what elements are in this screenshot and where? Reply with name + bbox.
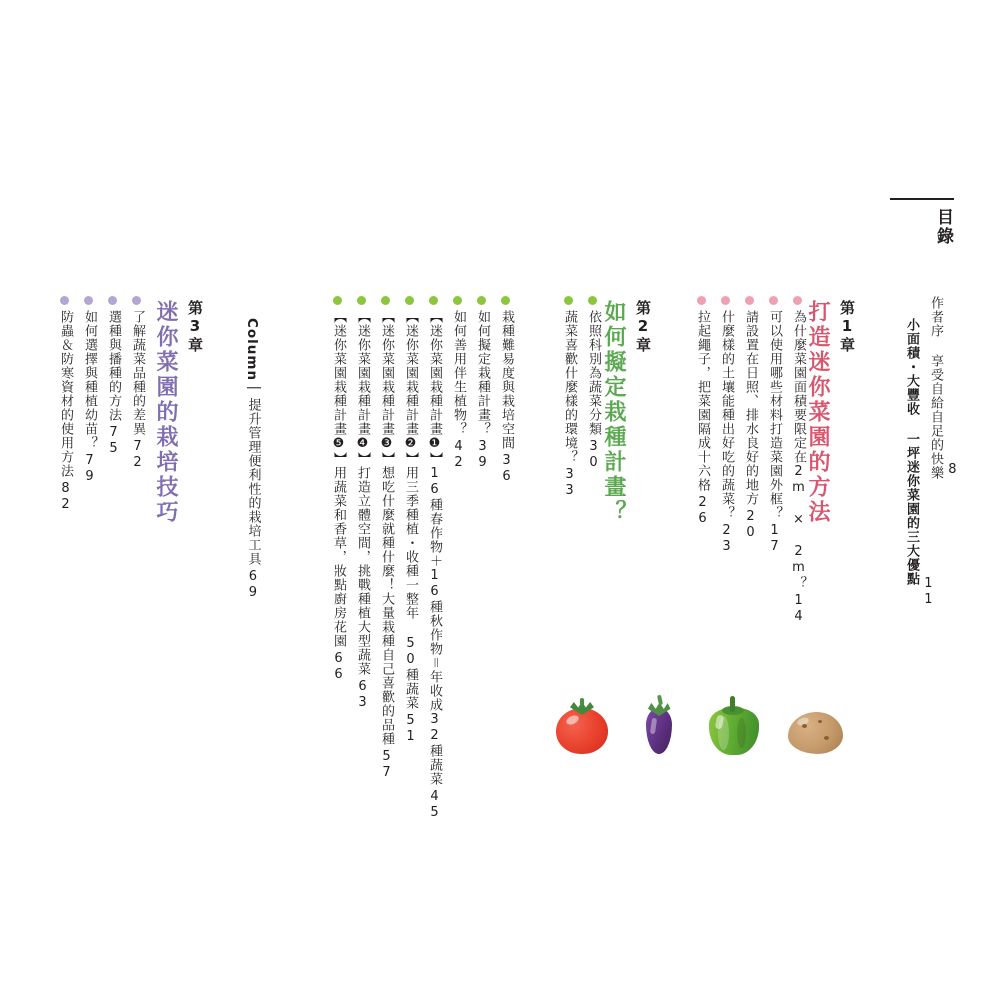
- column-label: Column｜: [244, 318, 260, 396]
- toc-entry-2-9[interactable]: [353, 296, 370, 711]
- toc-entry-3-4[interactable]: [56, 296, 73, 513]
- toc-entry-3-2[interactable]: [104, 296, 121, 457]
- bullet-icon: [132, 296, 141, 305]
- toc-entry-2-2[interactable]: [560, 296, 577, 499]
- toc-entry-text: 為什麼菜園面積要限定在2m × 2m？: [791, 310, 806, 590]
- page-number: 39: [475, 439, 490, 471]
- toc-entry-1-1[interactable]: [789, 296, 806, 625]
- toc-entry-text: 栽種難易度與栽培空間: [499, 310, 514, 450]
- toc-entry-text: 【迷你菜園栽種計畫❺】用蔬菜和香草，妝點廚房花園: [331, 310, 346, 648]
- toc-entry-text: 請設置在日照、排水良好的地方: [743, 310, 758, 506]
- page-number: 51: [403, 713, 418, 745]
- vegetable-illustration-group: [548, 676, 848, 756]
- toc-entry-3-1[interactable]: [128, 296, 145, 471]
- chapter-title: 如何擬定栽種計畫？: [601, 300, 626, 525]
- potato-icon: [788, 706, 844, 756]
- toc-entry-2-4[interactable]: [473, 296, 490, 471]
- page-title: 目錄: [933, 208, 953, 246]
- bullet-icon: [697, 296, 706, 305]
- toc-entry-text: 可以使用哪些材料打造菜園外框？: [767, 310, 782, 520]
- green-pepper-icon: [706, 696, 762, 756]
- chapter-3-heading[interactable]: [152, 300, 204, 525]
- bullet-icon: [745, 296, 754, 305]
- page-number: 69: [245, 568, 261, 601]
- bullet-icon: [793, 296, 802, 305]
- toc-entry-text: 【迷你菜園栽種計畫❹】打造立體空間，挑戰種植大型蔬菜: [355, 310, 370, 676]
- bullet-icon: [60, 296, 69, 305]
- chapter-number: 第3章: [186, 300, 204, 354]
- page-number: 66: [331, 651, 346, 683]
- toc-entry-text: 蔬菜喜歡什麼樣的環境？: [562, 310, 577, 464]
- page-number: 8: [944, 462, 960, 478]
- toc-entry-text: 如何擬定栽種計畫？: [475, 310, 490, 436]
- toc-entry-text: 作者序 享受自給自足的快樂: [928, 296, 943, 480]
- toc-entry-2-6[interactable]: [425, 296, 442, 821]
- toc-entry-2-8[interactable]: [377, 296, 394, 781]
- toc-entry-2-1[interactable]: [584, 296, 601, 471]
- page-number: 82: [58, 481, 73, 513]
- toc-entry-2-7[interactable]: [401, 296, 418, 745]
- page-number: 20: [743, 509, 758, 541]
- toc-entry-text: 防蟲＆防寒資材的使用方法: [58, 310, 73, 478]
- toc-entry-text: 【迷你菜園栽種計畫❷】用三季種植・收種一整年 50種蔬菜: [403, 310, 418, 710]
- toc-entry-text: 【迷你菜園栽種計畫❶】16種春作物＋16種秋作物＝年收成32種蔬菜: [427, 310, 442, 786]
- bullet-icon: [108, 296, 117, 305]
- toc-entry-1-5[interactable]: [693, 296, 710, 527]
- toc-entry-text: 如何善用伴生植物？: [451, 310, 466, 436]
- column-1-entry[interactable]: [242, 318, 262, 601]
- bullet-icon: [333, 296, 342, 305]
- toc-entry-1-2[interactable]: [765, 296, 782, 555]
- toc-entry-2-10[interactable]: [329, 296, 346, 683]
- page-number: 57: [379, 749, 394, 781]
- bullet-icon: [405, 296, 414, 305]
- page-number: 45: [427, 789, 442, 821]
- toc-entry-2-5[interactable]: [449, 296, 466, 471]
- page-number: 42: [451, 439, 466, 471]
- page-number: 33: [562, 467, 577, 499]
- chapter-title: 打造迷你菜園的方法: [805, 300, 830, 525]
- toc-entry-text: 小面積・大豐收 一坪迷你菜園的三大優點: [904, 318, 919, 586]
- page-number: 75: [106, 425, 121, 457]
- bullet-icon: [429, 296, 438, 305]
- bullet-icon: [381, 296, 390, 305]
- chapter-number: 第1章: [838, 300, 856, 354]
- bullet-icon: [84, 296, 93, 305]
- toc-entry-1-4[interactable]: [717, 296, 734, 555]
- toc-entry-text: 依照科別為蔬菜分類: [586, 310, 601, 436]
- page-number: 14: [791, 593, 806, 625]
- page-number: 30: [586, 439, 601, 471]
- bullet-icon: [477, 296, 486, 305]
- bullet-icon: [588, 296, 597, 305]
- page-number: 63: [355, 679, 370, 711]
- bullet-icon: [501, 296, 510, 305]
- page-number: 23: [719, 523, 734, 555]
- bullet-icon: [721, 296, 730, 305]
- toc-entry-text: 什麼樣的土壤能種出好吃的蔬菜？: [719, 310, 734, 520]
- chapter-2-heading[interactable]: [600, 300, 652, 525]
- toc-entry-preface-2[interactable]: [902, 318, 919, 586]
- toc-entry-text: 選種與播種的方法: [106, 310, 121, 422]
- bullet-icon: [564, 296, 573, 305]
- bullet-icon: [357, 296, 366, 305]
- column-text: 提升管理便利性的栽培工具: [245, 397, 261, 566]
- page-number: 17: [767, 523, 782, 555]
- toc-entry-1-3[interactable]: [741, 296, 758, 541]
- eggplant-icon: [638, 694, 682, 756]
- toc-entry-text: 拉起繩子，把菜園隔成十六格: [695, 310, 710, 492]
- page-number: 36: [499, 453, 514, 485]
- toc-entry-text: 【迷你菜園栽種計畫❸】想吃什麼就種什麼！大量栽種自己喜歡的品種: [379, 310, 394, 746]
- chapter-title: 迷你菜園的栽培技巧: [153, 300, 178, 525]
- chapter-1-heading[interactable]: [804, 300, 856, 525]
- toc-entry-preface-1[interactable]: [926, 296, 943, 480]
- page-number: 26: [695, 495, 710, 527]
- page-number: 79: [82, 453, 97, 485]
- page-number: 11: [920, 576, 936, 608]
- toc-entry-2-3[interactable]: [497, 296, 514, 485]
- chapter-number: 第2章: [634, 300, 652, 354]
- toc-entry-3-3[interactable]: [80, 296, 97, 485]
- bullet-icon: [769, 296, 778, 305]
- bullet-icon: [453, 296, 462, 305]
- tomato-icon: [554, 698, 612, 756]
- toc-entry-text: 如何選擇與種植幼苗？: [82, 310, 97, 450]
- toc-entry-text: 了解蔬菜品種的差異: [130, 310, 145, 436]
- page-number: 72: [130, 439, 145, 471]
